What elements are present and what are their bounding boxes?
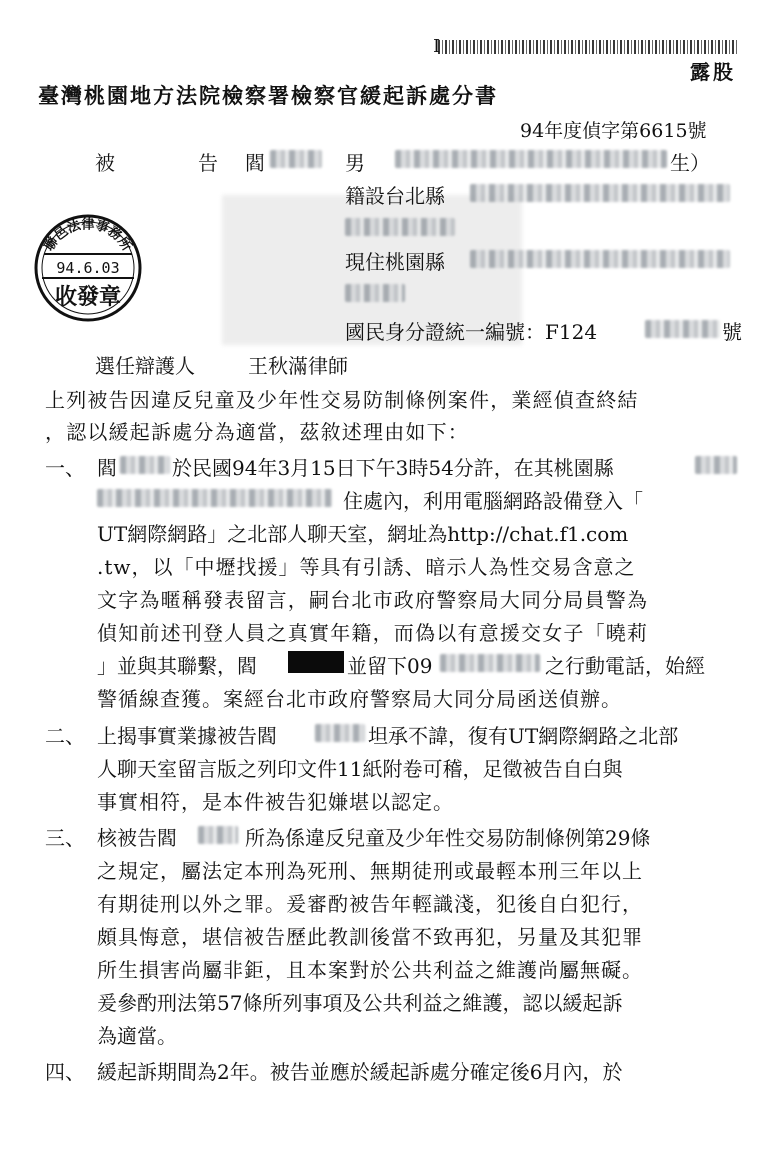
section-1-line-5: 文字為暱稱發表留言，嗣台北市政府警察局大同分局員警為 <box>97 588 649 612</box>
section-3-line-7: 為適當。 <box>97 1024 177 1048</box>
blackout-name <box>288 651 344 673</box>
section-1-line-7a: 」並與其聯繫，閻 <box>97 654 257 678</box>
defendant-sex: 男 <box>345 151 365 175</box>
seal-graphic <box>32 212 144 324</box>
section-1-line-1a: 閻 <box>97 456 117 480</box>
redacted-name <box>270 150 322 168</box>
section-2-line-3: 事實相符，是本件被告犯嫌堪以認定。 <box>97 790 454 814</box>
seal-firm-name: 聯邑法律事務所 <box>41 217 135 254</box>
section-3-line-1a: 核被告閻 <box>97 826 177 850</box>
seal-date: 94.6.03 <box>56 259 120 277</box>
section-2-number: 二、 <box>45 724 85 748</box>
section-1-line-4: .tw，以「中壢找援」等具有引誘、暗示人為性交易含意之 <box>97 555 636 579</box>
section-1-number: 一、 <box>45 456 85 480</box>
section-3-line-1b: 所為係違反兒童及少年性交易防制條例第29條 <box>245 826 651 850</box>
intro-line-2: ，認以緩起訴處分為適當，茲敘述理由如下： <box>45 420 469 444</box>
section-1-line-7b: 並留下09 <box>347 654 433 678</box>
redacted-id <box>645 320 720 338</box>
document-title: 臺灣桃園地方法院檢察署檢察官緩起訴處分書 <box>38 83 498 108</box>
section-1-line-7c: 之行動電話，始經 <box>545 654 705 678</box>
redacted-residence <box>470 250 730 268</box>
defendant-surname: 閻 <box>245 151 265 175</box>
redacted-address-s1-2 <box>97 489 332 507</box>
section-4-line-1: 緩起訴期間為2年。被告並應於緩起訴處分確定後6月內，於 <box>97 1060 623 1084</box>
redacted-domicile-2 <box>345 218 455 236</box>
redacted-name-s1 <box>120 456 170 474</box>
redacted-name-s2 <box>315 724 365 742</box>
seal-stamp-label: 收發章 <box>54 284 122 310</box>
section-1-line-6: 偵知前述刊登人員之真實年籍，而偽以有意援交女子「曉莉 <box>97 621 649 645</box>
id-suffix: 號 <box>722 320 742 344</box>
id-label: 國民身分證統一編號：F124 <box>345 320 598 344</box>
redacted-domicile <box>470 184 730 202</box>
intro-line-1: 上列被告因違反兒童及少年性交易防制條例案件，業經偵查終結 <box>45 388 639 412</box>
redacted-phone <box>440 654 540 672</box>
defendant-label-2: 告 <box>198 151 218 175</box>
counsel-name: 王秋滿律師 <box>248 354 348 378</box>
section-3-line-3: 有期徒刑以外之罪。爰審酌被告年輕識淺，犯後自白犯行， <box>97 892 643 916</box>
disclosure-label: 露股 <box>690 60 736 84</box>
section-1-line-3: UT網際網路」之北部人聊天室，網址為http://chat.f1.com <box>97 522 629 546</box>
section-3-number: 三、 <box>45 826 85 850</box>
section-2-line-1a: 上揭事實業據被告閻 <box>97 724 277 748</box>
section-1-line-1b: 於民國94年3月15日下午3時54分許，在其桃園縣 <box>172 456 614 480</box>
counsel-label: 選任辯護人 <box>95 354 195 378</box>
residence-label: 現住桃園縣 <box>345 250 445 274</box>
section-2-line-1b: 坦承不諱，復有UT網際網路之北部 <box>368 724 679 748</box>
redacted-birthdate <box>395 150 667 168</box>
case-number: 94年度偵字第6615號 <box>520 120 707 142</box>
redacted-address-s1 <box>695 456 737 474</box>
section-1-line-8: 警循線查獲。案經台北市政府警察局大同分局函送偵辦。 <box>97 687 622 711</box>
section-3-line-6: 爰參酌刑法第57條所列事項及公共利益之維護，認以緩起訴 <box>97 991 623 1015</box>
top-mark: I <box>433 36 441 57</box>
redacted-name-s3 <box>198 826 238 844</box>
domicile-label: 籍設台北縣 <box>345 184 445 208</box>
section-2-line-2: 人聊天室留言版之列印文件11紙附卷可稽，足徵被告自白與 <box>97 757 623 781</box>
section-1-line-2: 住處內，利用電腦網路設備登入「 <box>343 489 643 513</box>
section-3-line-5: 所生損害尚屬非鉅，且本案對於公共利益之維護尚屬無礙。 <box>97 958 643 982</box>
defendant-label-1: 被 <box>95 151 115 175</box>
received-seal <box>32 212 144 324</box>
section-4-number: 四、 <box>45 1060 85 1084</box>
redacted-header-strip <box>438 40 738 54</box>
section-3-line-4: 頗具悔意，堪信被告歷此教訓後當不致再犯，另量及其犯罪 <box>97 925 643 949</box>
birth-suffix: 生） <box>670 151 710 175</box>
svg-text:聯邑法律事務所 <box>41 216 135 253</box>
section-3-line-2: 之規定，屬法定本刑為死刑、無期徒刑或最輕本刑三年以上 <box>97 859 643 883</box>
redacted-residence-2 <box>345 284 405 302</box>
